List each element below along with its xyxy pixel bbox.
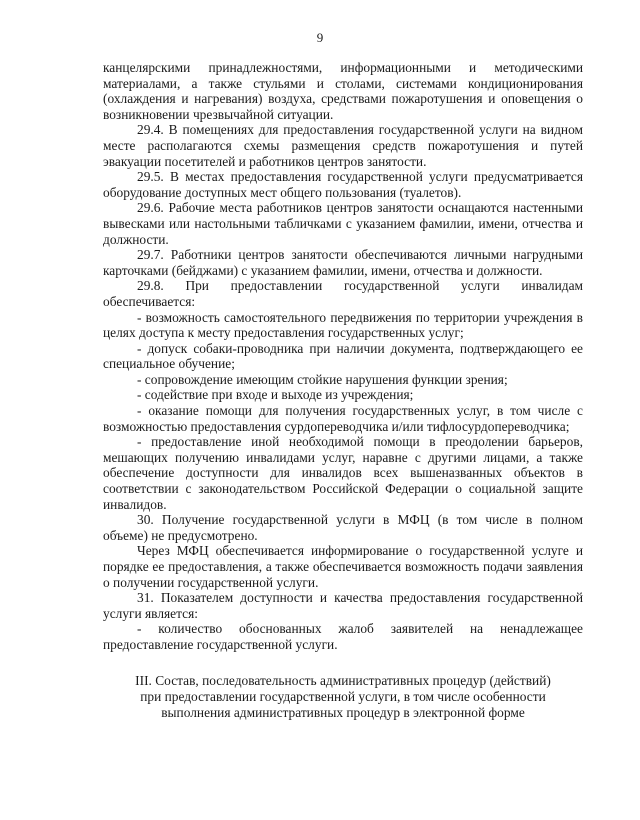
paragraph-29-6: 29.6. Рабочие места работников центров занятости оснащаются настенными вывесками или настольными табличками с указанием фамилии, имени, отчества и должности. [103, 200, 583, 247]
paragraph-continuation: канцелярскими принадлежностями, информационными и методическими материалами, а также стульями и столами, системами кондиционирования (охлаждения и нагревания) воздуха, средствами пожаротушения и оповещения о возникновении чрезвычайной ситуации. [103, 60, 583, 122]
list-item-guide-dog: - допуск собаки-проводника при наличии документа, подтверждающего ее специальное обучение; [103, 340, 583, 372]
paragraph-31: 31. Показателем доступности и качества предоставления государственной услуги является: [103, 590, 583, 621]
list-item-movement: - возможность самостоятельного передвижения по территории учреждения в целях доступа к месту предоставления государственных услуг; [103, 309, 583, 341]
list-item-escort: - сопровождение имеющим стойкие нарушения функции зрения; [137, 371, 508, 387]
list-item-sign-language: - оказание помощи для получения государственных услуг, в том числе с возможностью предоставления сурдопереводчика и/или тифлосурдопереводчика; [103, 403, 583, 434]
list-item-complaints: - количество обоснованных жалоб заявителей на ненадлежащее предоставление государственной услуги. [103, 621, 583, 652]
paragraph-29-8: 29.8. При предоставлении государственной услуги инвалидам обеспечивается: [103, 278, 583, 309]
paragraph-mfc-info: Через МФЦ обеспечивается информирование о государственной услуге и порядке ее предоставления, а также обеспечивается возможность подачи заявления о получении государственной услуги. [103, 543, 583, 590]
list-item-other-help: - предоставление иной необходимой помощи в преодолении барьеров, мешающих получению инвалидами услуг, наравне с другими лицами, а также обеспечение доступности для инвалидов всех вышеназванных объектов в соответствии с законодательством Российской Федерации о социальной защите инвалидов. [103, 434, 583, 512]
paragraph-29-4: 29.4. В помещениях для предоставления государственной услуги на видном месте располагаются схемы размещения средств пожаротушения и путей эвакуации посетителей и работников центров занятости. [103, 122, 583, 169]
paragraph-29-7: 29.7. Работники центров занятости обеспечиваются личными нагрудными карточками (бейджами) с указанием фамилии, имени, отчества и должности. [103, 247, 583, 278]
section-heading [103, 673, 583, 721]
section-heading-line: III. Состав, последовательность административных процедур (действий) [135, 673, 551, 688]
paragraph-30: 30. Получение государственной услуги в МФЦ (в том числе в полном объеме) не предусмотрено. [103, 512, 583, 543]
section-heading-line: при предоставлении государственной услуги, в том числе особенности [140, 689, 546, 704]
list-item-entry-assist: - содействие при входе и выходе из учреждения; [137, 387, 414, 403]
page-number: 9 [316, 30, 324, 45]
paragraph-29-5: 29.5. В местах предоставления государственной услуги предусматривается оборудование доступных мест общего пользования (туалетов). [103, 169, 583, 200]
document-body [103, 60, 583, 653]
section-heading-line: выполнения административных процедур в электронной форме [161, 705, 525, 720]
